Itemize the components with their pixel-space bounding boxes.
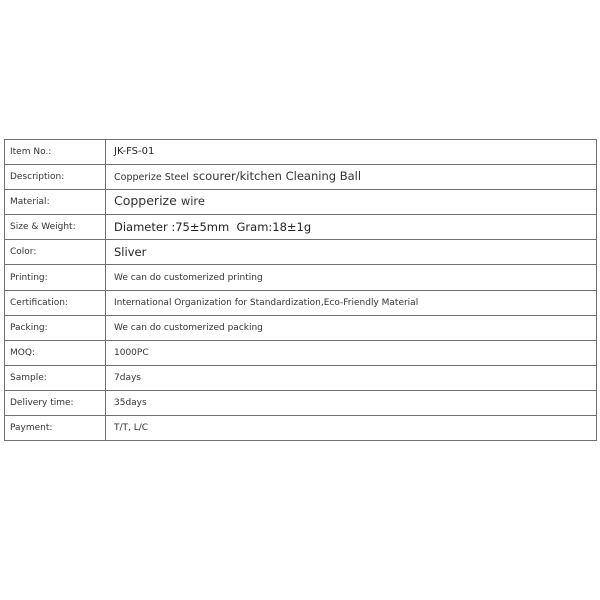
table-row-delivery-time — [5, 390, 597, 415]
material-value-part1: Copperize — [114, 193, 177, 209]
packing-value: We can do customerized packing — [106, 315, 597, 340]
printing-value: We can do customerized printing — [106, 265, 597, 290]
payment-value: T/T, L/C — [106, 416, 597, 441]
payment-label: Payment: — [5, 416, 106, 441]
table-row-item-no — [5, 140, 597, 165]
certification-label: Certification: — [5, 290, 106, 315]
color-label: Color: — [5, 240, 106, 265]
table-row-color — [5, 240, 597, 265]
description-label: Description: — [5, 165, 106, 190]
delivery-time-label: Delivery time: — [5, 390, 106, 415]
certification-value: International Organization for Standardization,Eco-Friendly Material — [106, 290, 597, 315]
table-row-certification — [5, 290, 597, 315]
description-value — [106, 165, 597, 190]
material-value-part2: wire — [180, 194, 205, 209]
table-row-packing — [5, 315, 597, 340]
table-row-moq — [5, 340, 597, 365]
material-label: Material: — [5, 190, 106, 215]
printing-label: Printing: — [5, 265, 106, 290]
table-row-description — [5, 165, 597, 190]
description-value-part2: scourer/kitchen Cleaning Ball — [192, 169, 362, 184]
delivery-time-value: 35days — [106, 390, 597, 415]
size-weight-label: Size & Weight: — [5, 215, 106, 240]
table-row-size-weight — [5, 215, 597, 240]
sample-label: Sample: — [5, 365, 106, 390]
color-value: Sliver — [106, 240, 597, 265]
sample-value: 7days — [106, 365, 597, 390]
product-spec-table — [4, 139, 597, 441]
description-value-part1: Copperize Steel — [114, 172, 189, 184]
item-no-label: Item No.: — [5, 140, 106, 165]
size-weight-value: Diameter :75±5mm Gram:18±1g — [106, 215, 597, 240]
material-value — [106, 190, 597, 215]
moq-label: MOQ: — [5, 340, 106, 365]
table-row-material — [5, 190, 597, 215]
item-no-value: JK-FS-01 — [106, 140, 597, 165]
table-row-printing — [5, 265, 597, 290]
table-row-payment — [5, 416, 597, 441]
packing-label: Packing: — [5, 315, 106, 340]
table-row-sample — [5, 365, 597, 390]
moq-value: 1000PC — [106, 340, 597, 365]
